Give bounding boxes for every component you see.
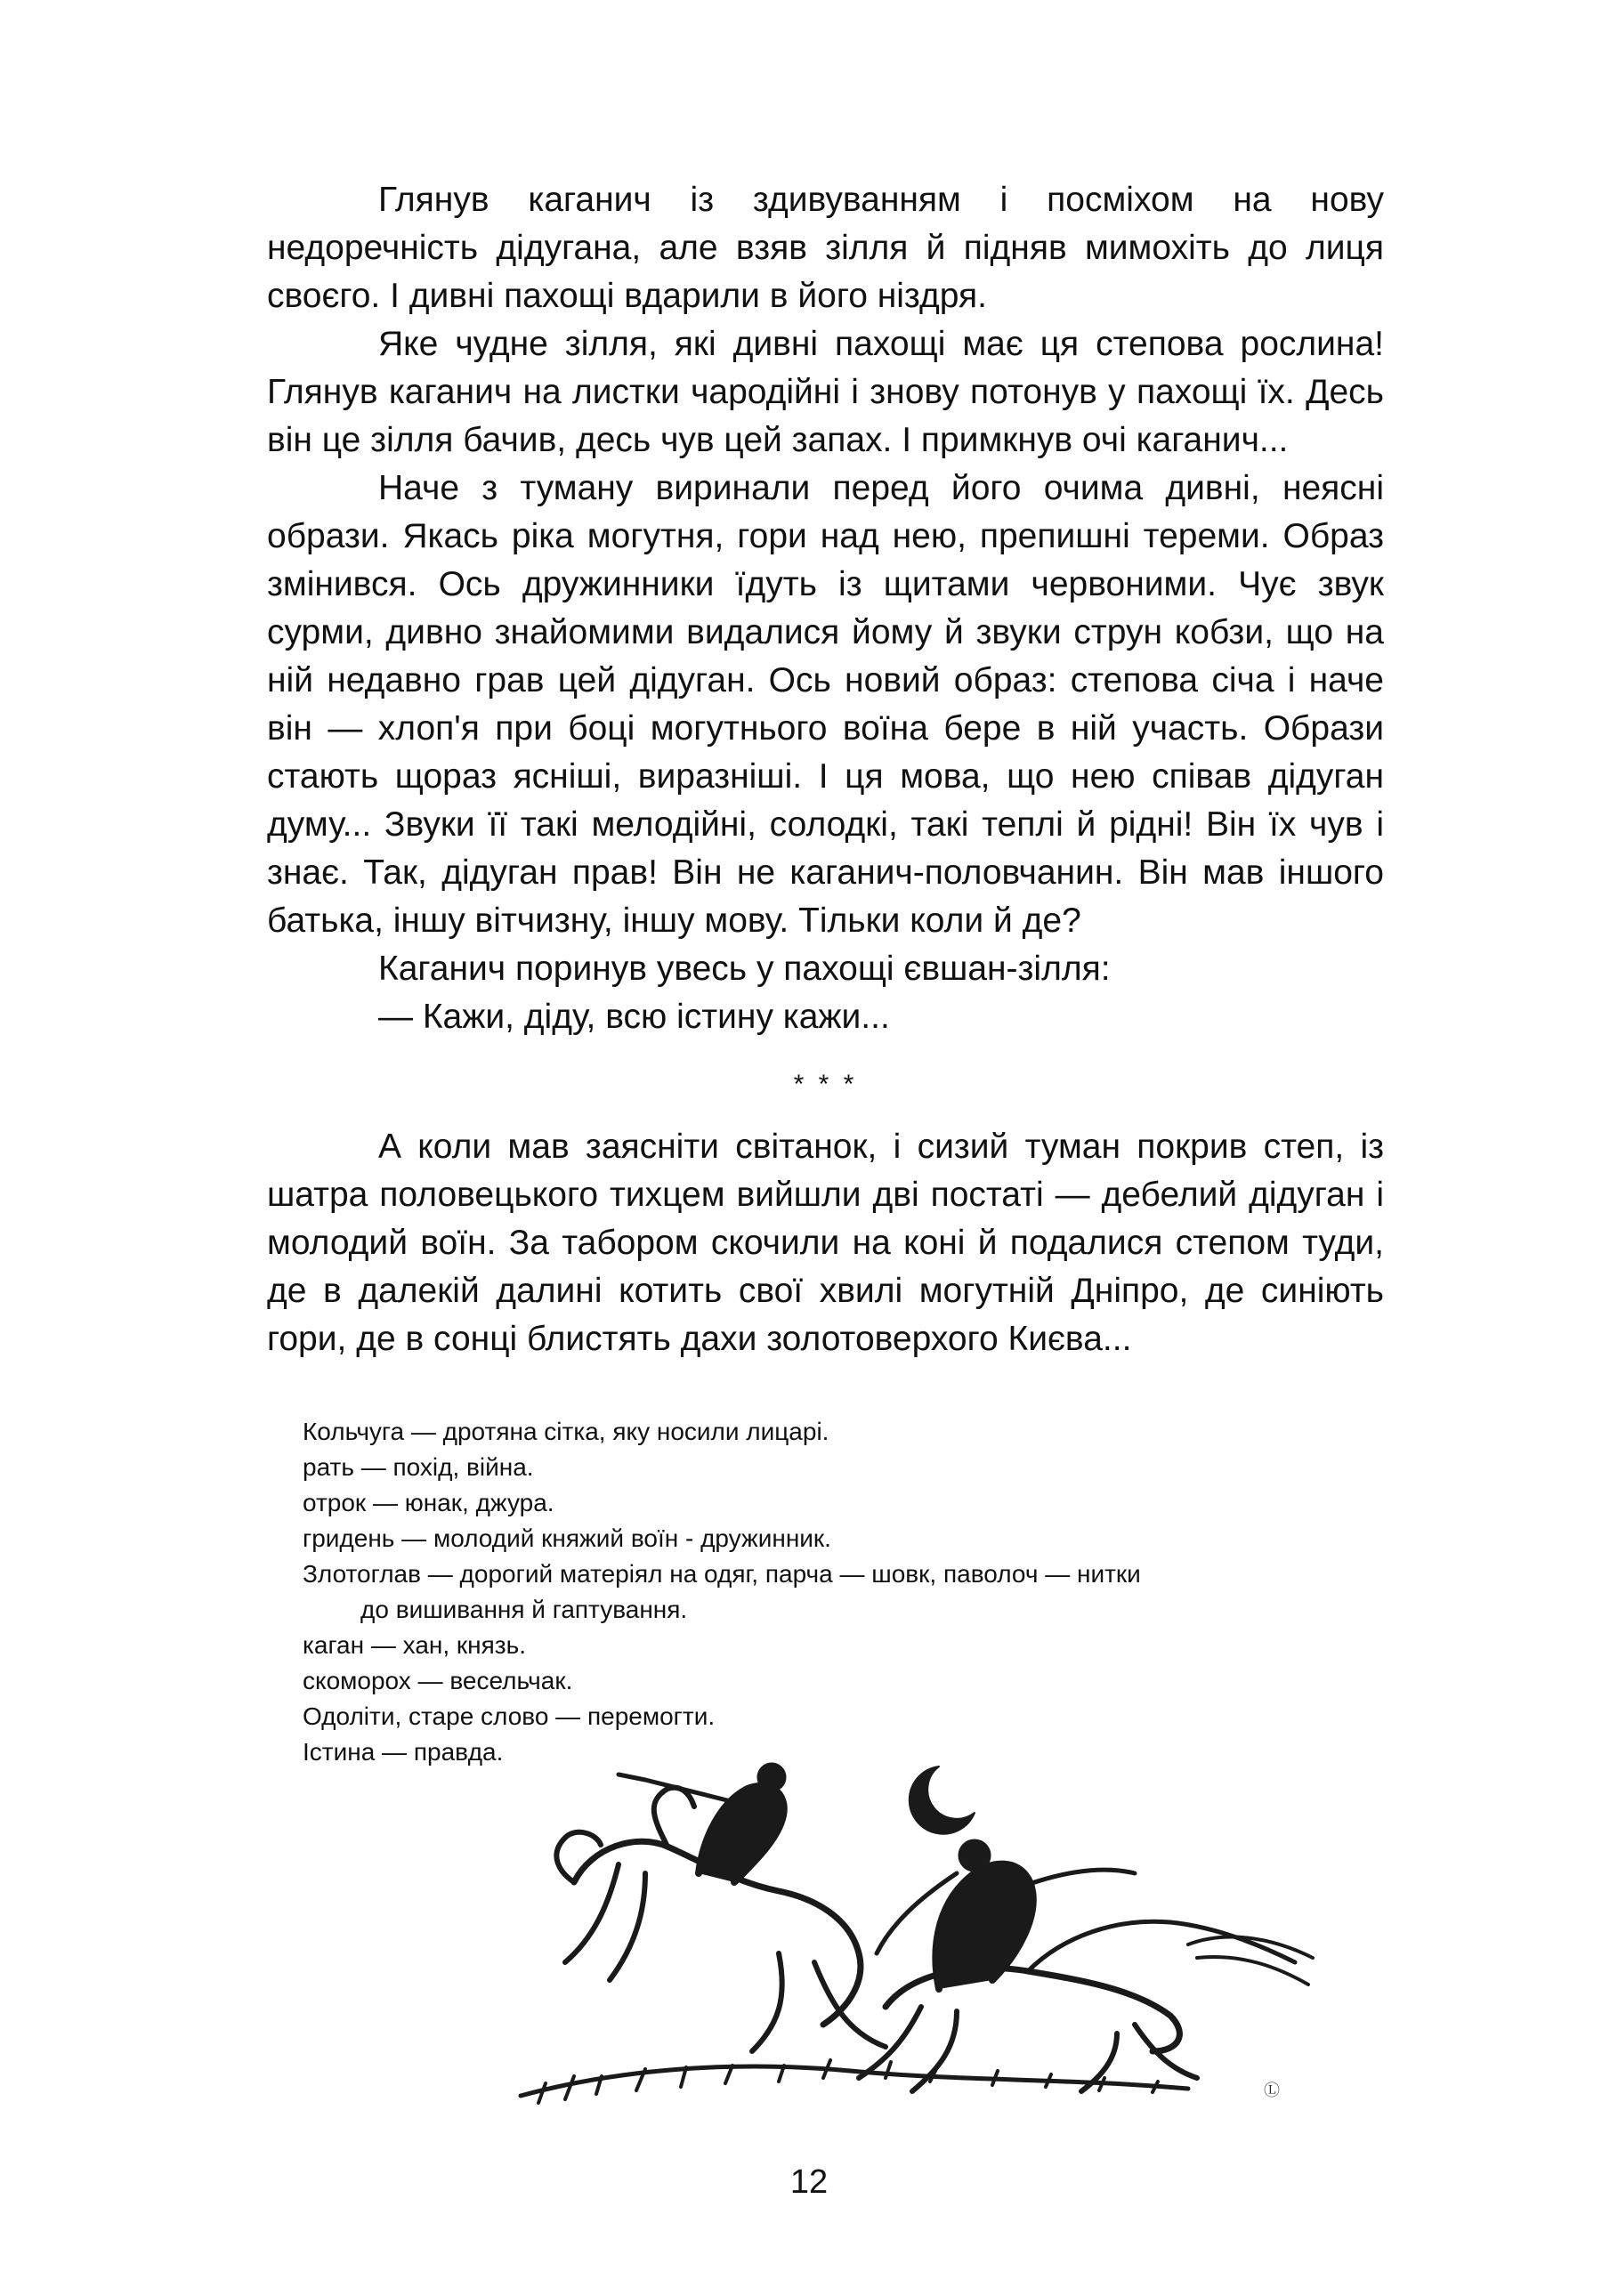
section-separator [267, 1041, 1384, 1123]
glossary-entry: Істина — правда. [303, 1738, 504, 1766]
glossary-entry: скоморох — весельчак. [303, 1667, 573, 1694]
page-number: 12 [789, 2163, 829, 2201]
glossary-entry: отрок — юнак, джура. [303, 1489, 554, 1516]
paragraph-4: Каганич поринув увесь у пахощі євшан-зілля: [378, 950, 1111, 988]
glossary [303, 1415, 1371, 1771]
paragraph-3: Наче з туману виринали перед його очима дивні, неясні образи. Якась ріка могутня, гори над нею, препишні тереми. Образ змінився. Ось дружинники їдуть із щитами червоними. Чує звук сурми, дивно знайомими видалися йому й звуки струн кобзи, що на ній недавно грав цей дідуган. Ось новий образ: степова січа і наче він — хлоп'я при боці могутнього воїна бере в ній участь. Образи стають щораз ясніші, виразніші. І ця мова, що нею співав дідуган думу... Звуки її такі мелодійні, солодкі, такі теплі й рідні! Він їх чув і знає. Так, дідуган прав! Він не каганич-половчанин. Він мав іншого батька, іншу вітчизну, іншу мову. Тільки коли й де? [267, 469, 1384, 940]
separator-stars: * * * [793, 1070, 858, 1099]
glossary-entry: гридень — молодий княжий воїн - дружинник. [303, 1524, 831, 1552]
glossary-entry-continuation: до вишивання й гаптування. [360, 1596, 688, 1623]
paragraph-1: Глянув каганич із здивуванням і посміхом на нову недоречність дідугана, але взяв зілля й підняв мимохіть до лиця своєго. І дивні пахощі вдарили в його ніздря. [267, 181, 1384, 315]
glossary-entry: Одоліти, старе слово — перемогти. [303, 1702, 716, 1730]
crescent-moon-icon [910, 1766, 975, 1834]
glossary-entry: Кольчуга — дротяна сітка, яку носили лицарі. [303, 1418, 829, 1445]
main-text [267, 176, 1384, 1363]
glossary-entry: каган — хан, князь. [303, 1631, 526, 1659]
riders-illustration [512, 1740, 1331, 2122]
glossary-entry: рать — похід, війна. [303, 1453, 534, 1481]
speech-line: — Кажи, діду, всю істину кажи... [378, 998, 890, 1036]
paragraph-2: Яке чудне зілля, які дивні пахощі має ця степова рослина! Глянув каганич на листки чародійні і знову потонув у пахощі їх. Десь він це зілля бачив, десь чув цей запах. І примкнув очі каганич... [267, 325, 1384, 459]
glossary-entry: Злотоглав — дорогий матеріял на одяг, парча — шовк, паволоч — нитки [303, 1560, 1141, 1588]
svg-text:Ⓛ: Ⓛ [1264, 2082, 1280, 2100]
paragraph-final: А коли мав заясніти світанок, і сизий туман покрив степ, із шатра половецького тихцем вийшли дві постаті — дебелий дідуган і молодий воїн. За табором скочили на коні й подалися степом туди, де в далекій далині котить свої хвилі могутній Дніпро, де синіють гори, де в сонці блистять дахи золотоверхого Києва... [267, 1128, 1384, 1358]
